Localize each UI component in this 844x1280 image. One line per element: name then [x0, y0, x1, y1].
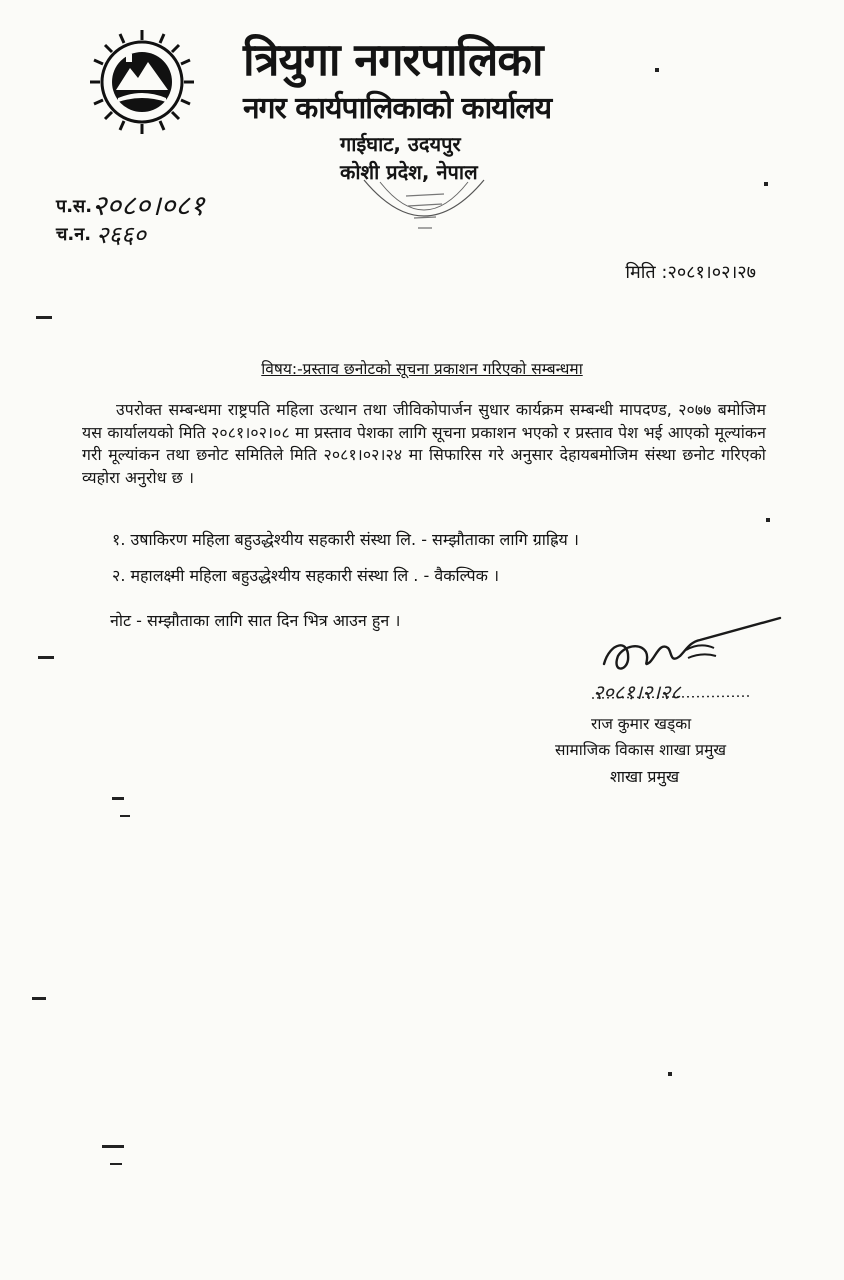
scan-artifact: [32, 997, 46, 1000]
office-name: नगर कार्यपालिकाको कार्यालय: [243, 91, 552, 126]
body-paragraph: उपरोक्त सम्बन्धमा राष्ट्रपति महिला उत्थान तथा जीविकोपार्जन सुधार कार्यक्रम सम्बन्धी मापदण्ड, २०७७ बमोजिम यस कार्यालयको मिति २०८१।०२।०८ मा प्रस्ताव पेशका लागि सूचना प्रकाशन भएको र प्रस्ताव पेश भई आएको मूल्यांकन गरी मूल्यांकन तथा छनोट समितिले मिति २०८१।०२।२४ मा सिफारिस गरे अनुसार देहायबमोजिम संस्था छनोट गरिएको व्यहोरा अनुरोध छ ।: [82, 400, 766, 487]
scan-artifact: [655, 68, 659, 72]
scan-artifact: [120, 815, 130, 817]
reference-cn-label: च.न.: [56, 224, 92, 245]
list-item: २. महालक्ष्मी महिला बहुउद्धेश्यीय सहकारी संस्था लि . - वैकल्पिक ।: [112, 566, 500, 585]
scan-artifact: [764, 182, 768, 186]
letter-date: मिति :२०८१।०२।२७: [625, 262, 756, 283]
list-item: १. उषाकिरण महिला बहुउद्धेश्यीय सहकारी संस्था लि. - सम्झौताका लागि ग्राह्रिय ।: [112, 530, 579, 549]
scan-artifact: [112, 797, 124, 800]
municipality-name: त्रियुगा नगरपालिका: [243, 33, 543, 86]
subject-line: [0, 357, 844, 379]
scan-artifact: [668, 1072, 672, 1076]
scan-artifact: [38, 656, 54, 659]
scan-artifact: [36, 316, 52, 319]
scan-artifact: [102, 1145, 124, 1148]
branch-stamp: शाखा प्रमुख: [610, 767, 680, 786]
municipality-emblem: [86, 28, 198, 136]
address-line-1: गाईघाट, उदयपुर: [340, 132, 461, 156]
note-line: नोट - सम्झौताका लागि सात दिन भित्र आउन हुन ।: [110, 611, 401, 630]
scan-artifact: [110, 1163, 122, 1165]
signatory-designation: सामाजिक विकास शाखा प्रमुख: [555, 741, 727, 759]
reference-ps-label: प.स.: [56, 196, 93, 217]
address-line-2: कोशी प्रदेश, नेपाल: [340, 160, 478, 184]
reference-cn-value: २६६०: [96, 221, 146, 249]
signatory-name: राज कुमार खड्का: [591, 715, 692, 733]
reference-ps-value: २०८०।०८१: [92, 189, 205, 222]
signature-date: २०८१।२।२८: [593, 680, 681, 704]
subject-text: विषय:-प्रस्ताव छनोटको सूचना प्रकाशन गरिएको सम्बन्धमा: [261, 360, 583, 378]
scan-artifact: [766, 518, 770, 522]
office-stamp: [358, 172, 490, 248]
